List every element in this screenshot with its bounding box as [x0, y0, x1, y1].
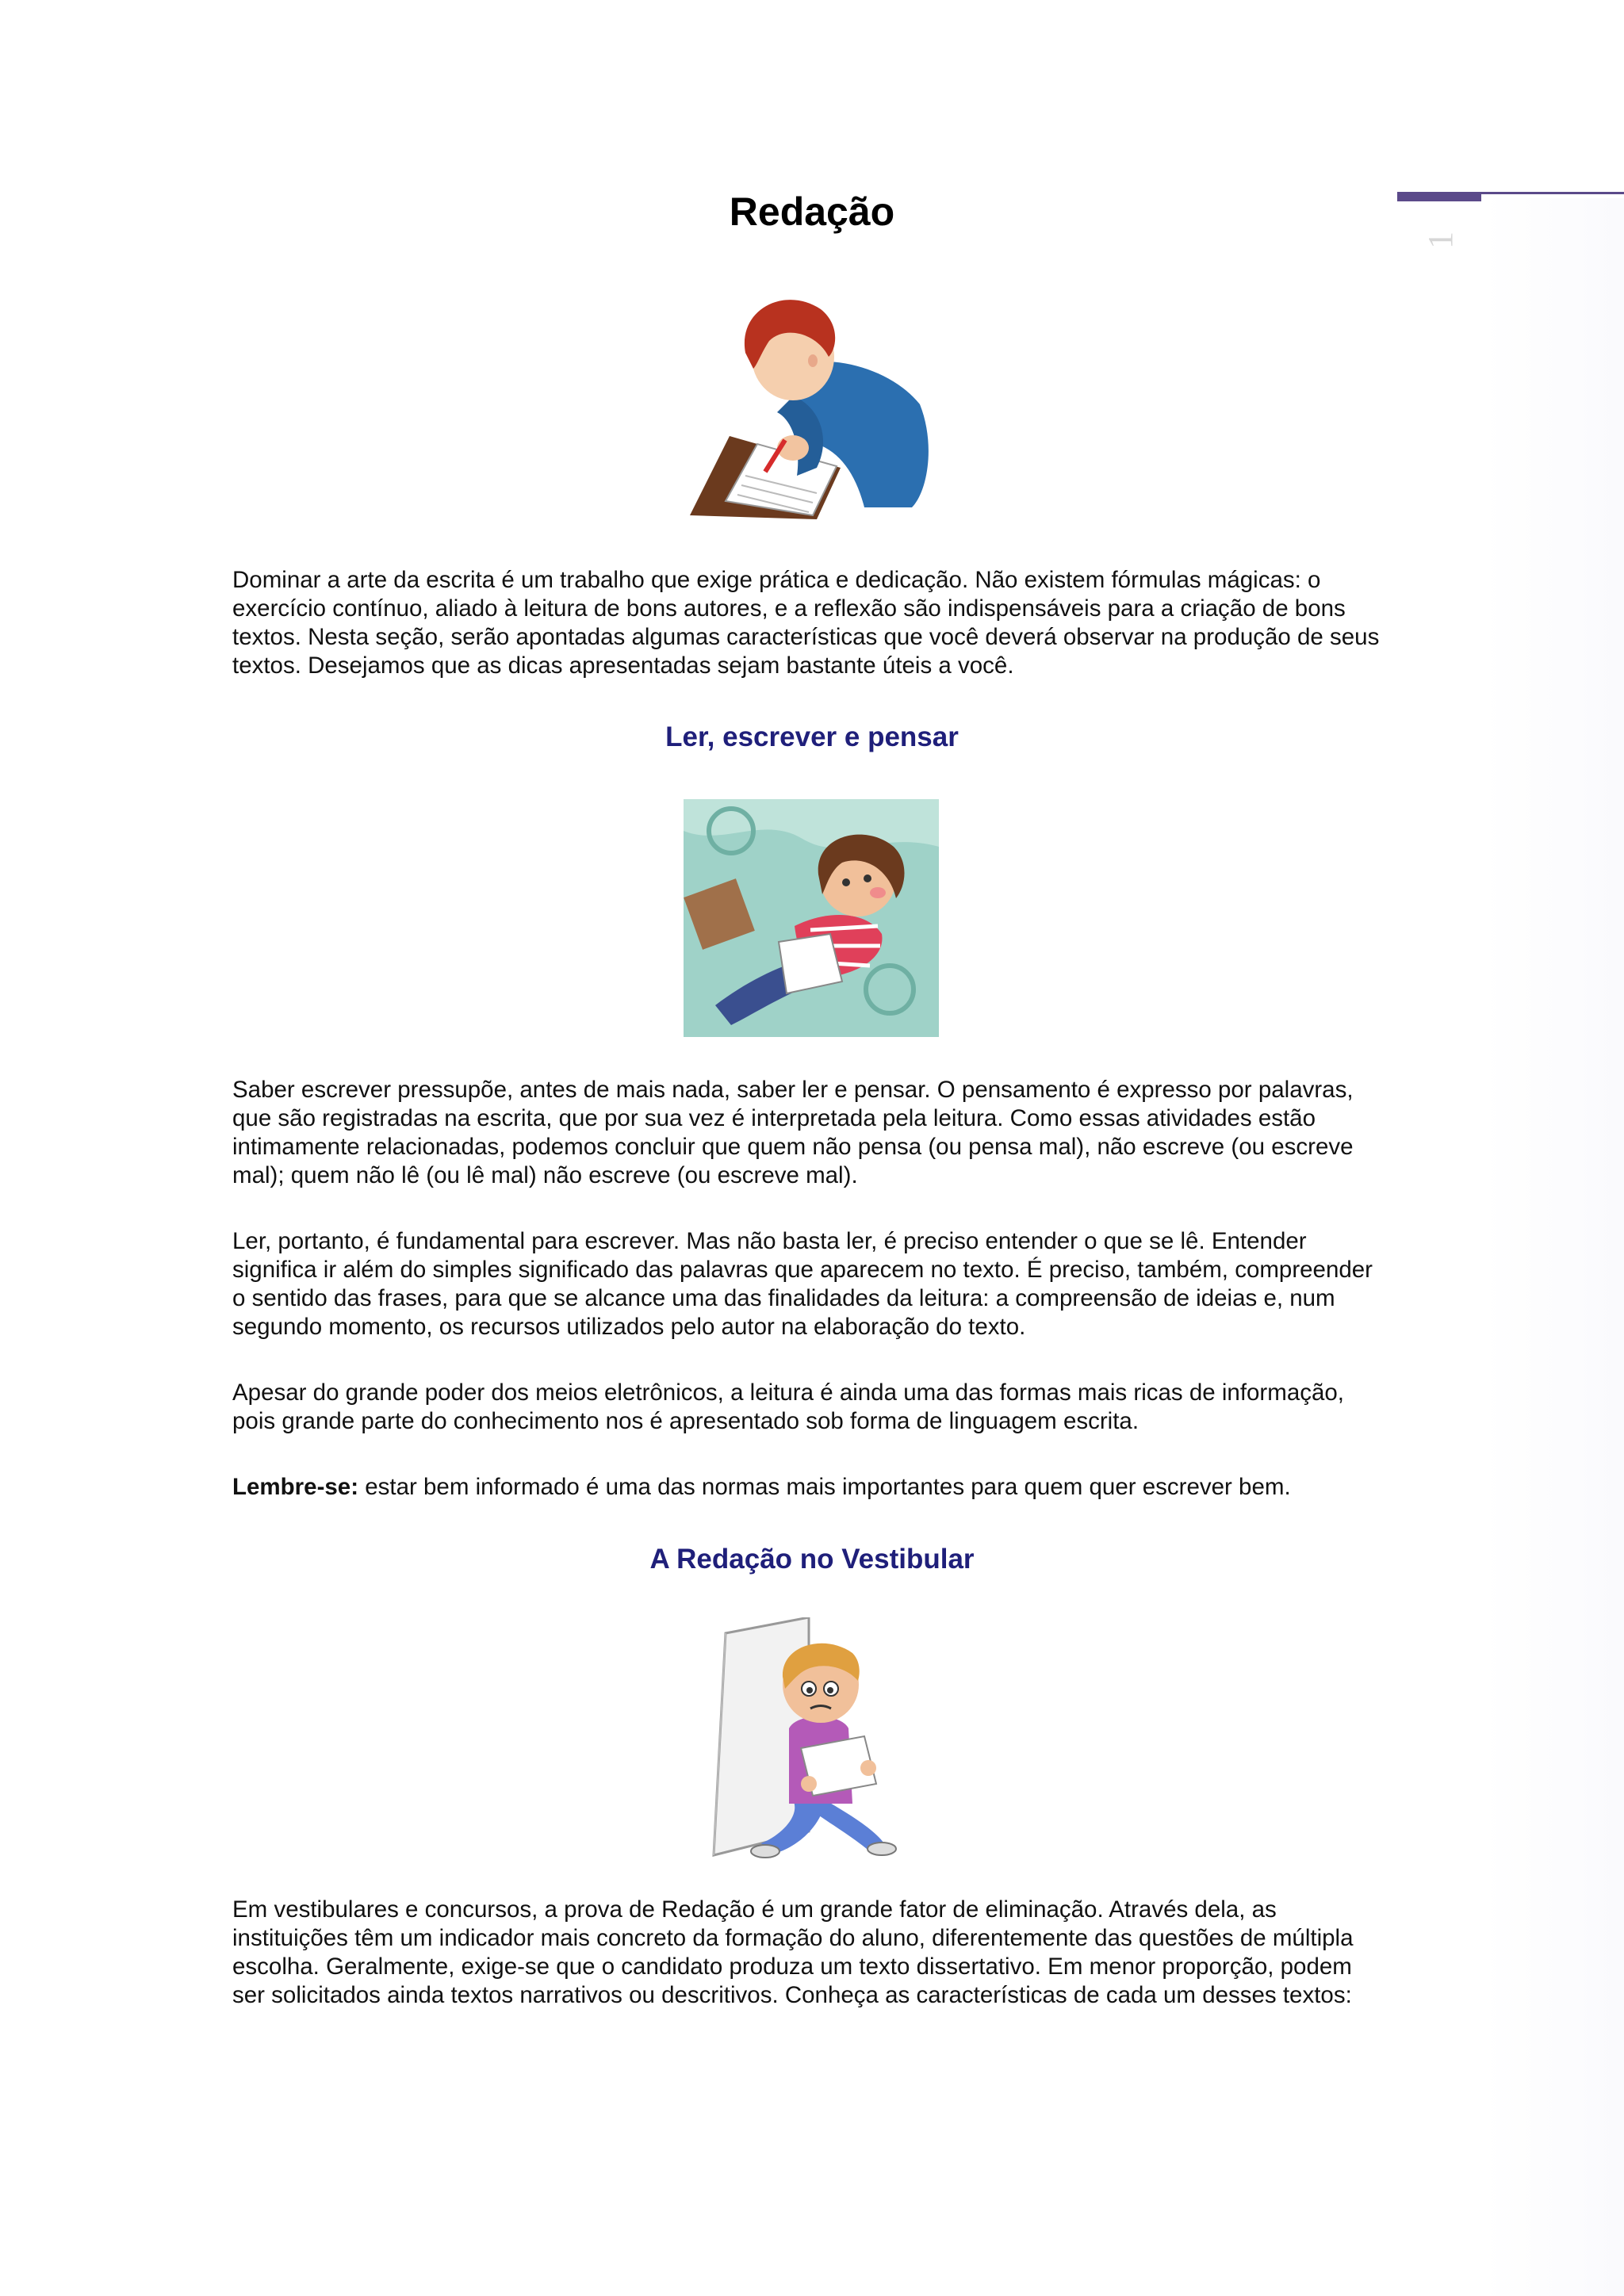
section2-paragraph-1: Em vestibulares e concursos, a prova de Redação é um grande fator de eliminação. Através dela, as instituições têm um indicador mais concreto da formação do aluno, diferentemente das questões de múltipla escolha. Geralmente, exige-se que o candidato produza um texto dissertativo. Em menor proporção, podem ser solicitados ainda textos narrativos ou descritivos. Conheça as características de cada um desses textos:	[232, 1896, 1354, 2008]
boy-writing-illustration-icon	[682, 277, 944, 523]
student-with-paper-illustration-icon	[706, 1617, 920, 1863]
section-heading-read-write-think: Ler, escrever e pensar	[665, 721, 959, 752]
section1-paragraph-3: Apesar do grande poder dos meios eletrônicos, a leitura é ainda uma das formas mais ricas de informação, pois grande parte do conhecimento nos é apresentado sob forma de linguagem escrita.	[232, 1380, 1344, 1434]
section1-paragraph-2: Ler, portanto, é fundamental para escrever. Mas não basta ler, é preciso entender o que se lê. Entender significa ir além do simples significado das palavras que aparecem no texto. É preciso, também, compreender o sentido das frases, para que se alcance uma das finalidades da leitura: a compreensão de ideias e, num segundo momento, os recursos utilizados pelo autor na elaboração do texto.	[232, 1228, 1373, 1340]
reminder-label: Lembre-se:	[232, 1474, 359, 1500]
girl-reading-illustration-icon	[684, 799, 939, 1037]
section-heading-vestibular: A Redação no Vestibular	[649, 1544, 975, 1575]
page-edge-shade	[1483, 198, 1624, 2296]
page-title: Redação	[729, 189, 895, 234]
section1-paragraph-1: Saber escrever pressupõe, antes de mais nada, saber ler e pensar. O pensamento é expresso por palavras, que são registradas na escrita, que por sua vez é interpretada pela leitura. Como essas atividades estão intimamente relacionadas, podemos concluir que quem não pensa (ou pensa mal), não escreve (ou escreve mal); quem não lê (ou lê mal) não escreve (ou escreve mal).	[232, 1077, 1354, 1188]
page-number: 1	[1421, 232, 1460, 249]
intro-paragraph: Dominar a arte da escrita é um trabalho que exige prática e dedicação. Não existem fórmulas mágicas: o exercício contínuo, aliado à leitura de bons autores, e a reflexão são indispensáveis para a criação de bons textos. Nesta seção, serão apontadas algumas características que você deverá observar na produção de seus textos. Desejamos que as dicas apresentadas sejam bastante úteis a você.	[232, 567, 1380, 679]
reminder-paragraph	[232, 1473, 1390, 1502]
reminder-text: estar bem informado é uma das normas mais importantes para quem quer escrever bem.	[358, 1474, 1291, 1500]
